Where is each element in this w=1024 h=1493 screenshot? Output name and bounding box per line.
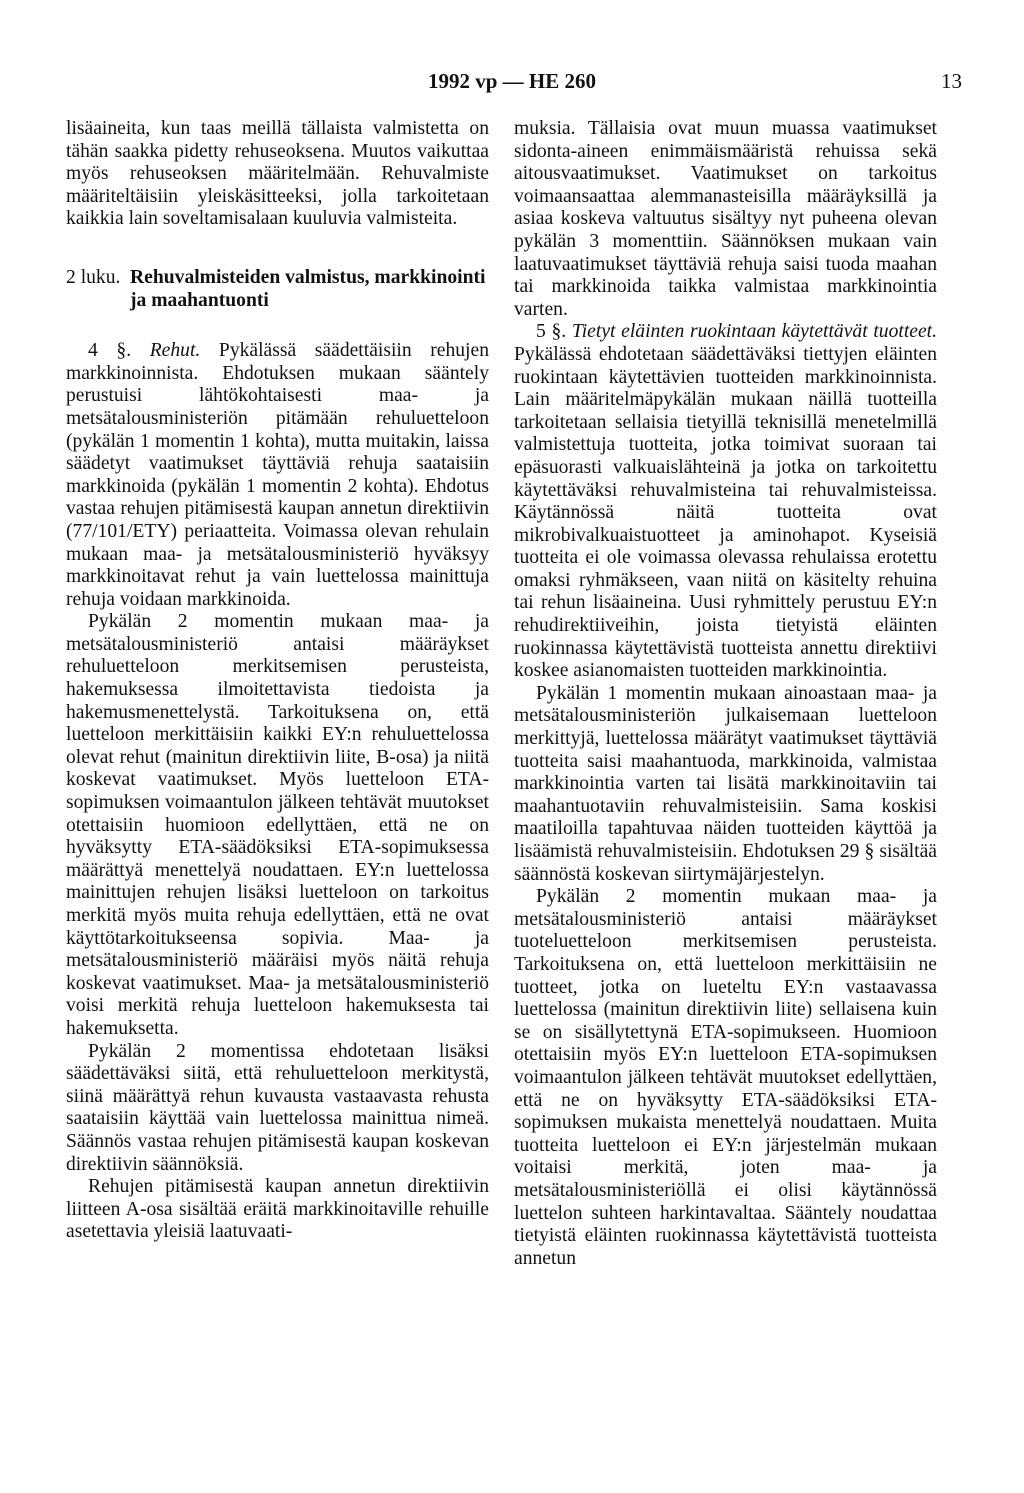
section-title: Tietyt eläinten ruokintaan käytettävät tuotteet. <box>571 321 938 343</box>
section-number: 5 §. <box>536 321 567 343</box>
page-header <box>0 66 1024 96</box>
chapter-title: Rehuvalmisteiden valmistus, markkinointi ja maahantuonti <box>130 266 486 311</box>
paragraph: Pykälän 2 momentin mukaan maa- ja metsätalousministeriö antaisi määräykset tuoteluetteloon merkitsemisen perusteista. Tarkoituksena on, että luetteloon merkittäisiin ne tuotteet, jotka on lueteltu EY:n vastaavassa luettelossa (mainitun direktiivin liite) sellaisena kuin se on sisällytettynä ETA-sopimukseen. Huomioon otettaisiin myös EY:n luetteloon ETA-sopimuksen voimaantulon jälkeen tehtävät muutokset edellyttäen, että ne on hyväksytty ETA-säädöksiksi ETA-sopimuksen mukaista menettelyä noudattaen. Muita tuotteita luetteloon ei EY:n järjestelmän mukaan voitaisi merkitä, joten maa- ja metsätalousministeriöllä ei olisi käytännössä luettelon suhteen harkintavaltaa. Sääntely noudattaa tietyistä eläinten ruokinnassa käytettävistä tuotteista annetun <box>514 886 937 1269</box>
left-column <box>66 118 489 1244</box>
section-title: Rehut. <box>149 340 201 362</box>
chapter-heading <box>66 267 489 312</box>
section-5-paragraph <box>514 321 937 683</box>
paragraph: lisäaineita, kun taas meillä tällaista valmistetta on tähän saakka pidetty rehuseoksena. Muutos vaikuttaa myös rehuseoksen määritelmään. Rehuvalmiste määriteltäisiin yleiskäsitteeksi, jolla tarkoitetaan kaikkia lain soveltamisalaan kuuluvia valmisteita. <box>66 118 489 230</box>
section-text: Pykälässä säädettäisiin rehujen markkinoinnista. Ehdotuksen mukaan sääntely perustuisi lähtökohtaisesti maa- ja metsätalousministeriön pitämään rehuluetteloon (pykälän 1 momentin 1 kohta), mutta muitakin, laissa säädetyt vaatimukset täyttäviä rehuja saataisiin markkinoida (pykälän 1 momentin 2 kohta). Ehdotus vastaa rehujen pitämisestä kaupan annetun direktiivin (77/101/ETY) periaatteita. Voimassa olevan rehulain mukaan maa- ja metsätalousministeriö hyväksyy markkinoitavat rehut ja vain luettelossa mainittuja rehuja voidaan markkinoida. <box>66 340 489 610</box>
chapter-number: 2 luku. <box>66 266 121 288</box>
paragraph: muksia. Tällaisia ovat muun muassa vaatimukset sidonta-aineen enimmäismääristä rehuissa sekä aitousvaatimukset. Vaatimukset on tarkoitus voimaansaattaa alemmanasteisilla määräyksillä ja asiaa koskeva valtuutus sisältyy nyt puheena olevan pykälän 3 momenttiin. Säännöksen mukaan vain laatuvaatimukset täyttäviä rehuja saisi tuoda maahan tai markkinoida taikka valmistaa markkinointia varten. <box>514 118 937 320</box>
section-number: 4 §. <box>88 340 132 362</box>
section-4-paragraph <box>66 340 489 611</box>
document-title: 1992 vp — HE 260 <box>427 69 597 93</box>
paragraph: Rehujen pitämisestä kaupan annetun direktiivin liitteen A-osa sisältää eräitä markkinoitaville rehuille asetettavia yleisiä laatuvaati- <box>66 1176 489 1243</box>
section-text: Pykälässä ehdotetaan säädettäväksi tiettyjen eläinten ruokintaan käytettävien tuotteiden markkinoinnista. Lain määritelmäpykälän mukaan näillä tuotteilla tarkoitetaan sellaisia tietyillä teknisillä menetelmillä valmistettuja tuotteita, jotka toimivat suoraan tai epäsuorasti valkuaislähteinä ja jotka on tarkoitettu käytettäväksi rehuvalmisteina tai rehuvalmisteissa. Käytännössä näitä tuotteita ovat mikrobivalkuaistuotteet ja aminohapot. Kyseisiä tuotteita ei ole voimassa olevassa rehulaissa erotettu omaksi ryhmäkseen, vaan niitä on käsitelty rehuina tai rehun lisäaineina. Uusi ryhmittely perustuu EY:n rehudirektiiveihin, joista tietyistä eläinten ruokinnassa käytettävistä tuotteista annettu direktiivi koskee asianomaisten tuotteiden markkinointia. <box>514 343 937 682</box>
right-column <box>514 118 937 1270</box>
paragraph: Pykälän 1 momentin mukaan ainoastaan maa- ja metsätalousministeriön julkaisemaan luetteloon merkittyjä, luettelossa määrätyt vaatimukset täyttäviä tuotteita saisi maahantuoda, markkinoida, valmistaa markkinointia varten tai lisätä markkinoitaviin tai maahantuotaviin rehuvalmisteisiin. Sama koskisi maatiloilla tapahtuvaa näiden tuotteiden käyttöä ja lisäämistä rehuvalmisteisiin. Ehdotuksen 29 § sisältää säännöstä koskevan siirtymäjärjestelyn. <box>514 682 937 885</box>
paragraph: Pykälän 2 momentissa ehdotetaan lisäksi säädettäväksi siitä, että rehuluetteloon merkitystä, siinä määrättyä rehun kuvausta vastaavasta rehusta saataisiin käyttää vain luettelossa mainittua nimeä. Säännös vastaa rehujen pitämisestä kaupan koskevan direktiivin säännöksiä. <box>66 1040 489 1175</box>
page-number: 13 <box>941 69 962 93</box>
paragraph: Pykälän 2 momentin mukaan maa- ja metsätalousministeriö antaisi määräykset rehuluetteloon merkitsemisen perusteista, hakemuksessa ilmoitettavista tiedoista ja hakemusmenettelystä. Tarkoituksena on, että luetteloon merkittäisiin kaikki EY:n rehuluettelossa olevat rehut (mainitun direktiivin liite, B-osa) ja niitä koskevat vaatimukset. Myös luetteloon ETA-sopimuksen voimaantulon jälkeen tehtävät muutokset otettaisiin huomioon edellyttäen, että ne on hyväksytty ETA-säädöksiksi ETA-sopimuksessa määrättyä menettelyä noudattaen. EY:n luettelossa mainittujen rehujen lisäksi luetteloon on tarkoitus merkitä myös muita rehuja edellyttäen, että ne ovat käyttötarkoitukseensa sopivia. Maa- ja metsätalousministeriö määräisi myös näitä rehuja koskevat vaatimukset. Maa- ja metsätalousministeriö voisi merkitä rehuja luetteloon hakemuksesta tai hakemuksetta. <box>66 611 489 1039</box>
